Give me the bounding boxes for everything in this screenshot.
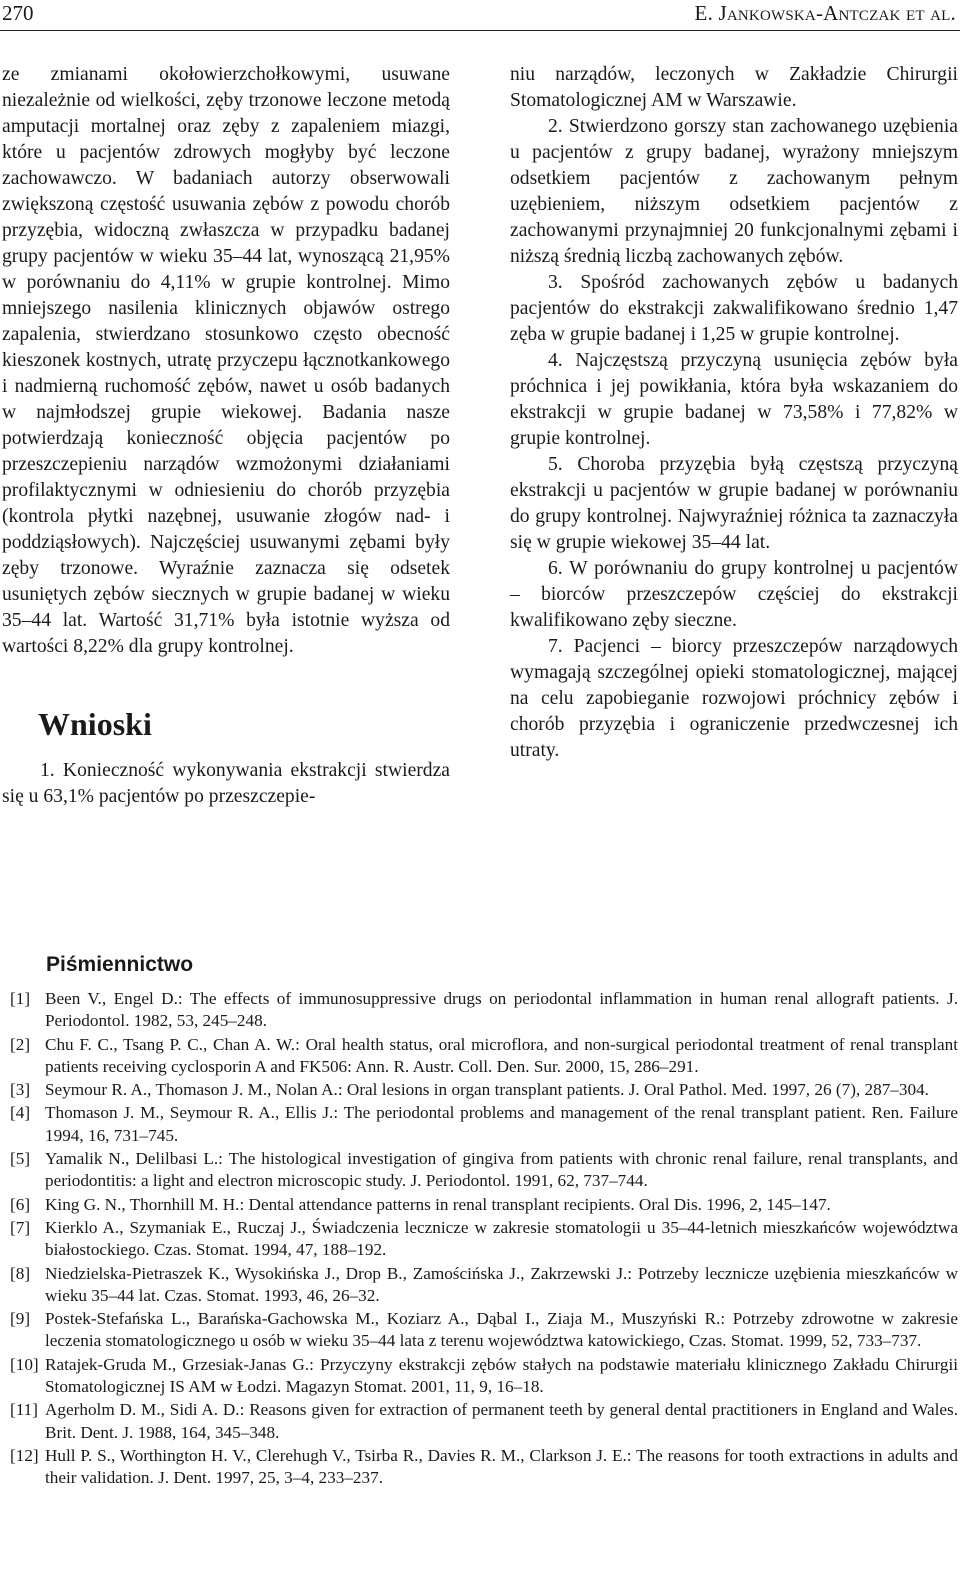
- reference-text: Postek-Stefańska L., Barańska-Gachowska M., Koziarz A., Dąbal I., Ziaja M., Muszyński R.: Potrzeby zdrowotne w zakresie leczenia stomatologicznego u osób w wieku 35–44 lata z terenu województwa katowickiego, Czas. Stomat. 1999, 52, 733–737.: [45, 1309, 958, 1351]
- reference-number: [1]: [10, 989, 31, 1008]
- reference-number: [12]: [10, 1445, 39, 1465]
- reference-text: Chu F. C., Tsang P. C., Chan A. W.: Oral health status, oral microflora, and non-surgical periodontal treatment of renal transplant patients receiving cyclosporin A and FK506: Ann. R. Austr. Coll. Den. Sur. 2000, 15, 286–291.: [45, 1034, 958, 1076]
- references-title: Piśmiennictwo: [46, 953, 194, 976]
- left-column: [2, 62, 450, 810]
- section-heading-conclusions: Wnioski: [38, 706, 152, 742]
- conclusion-1-start: 1. Konieczność wykonywania ekstrakcji stwierdza się u 63,1% pacjentów po przeszczepie-: [2, 760, 450, 807]
- reference-item: [2, 1148, 958, 1193]
- reference-number: [9]: [10, 1309, 31, 1329]
- reference-number: [8]: [10, 1263, 31, 1283]
- reference-item: [2, 1217, 958, 1262]
- reference-text: Hull P. S., Worthington H. V., Clerehugh V., Tsirba R., Davies R. M., Clarkson J. E.: The reasons for tooth extractions in adults and their validation. J. Dent. 1997, 25, 3–4, 233–237.: [45, 1445, 958, 1488]
- reference-number: [7]: [10, 1217, 31, 1237]
- right-column: [510, 62, 958, 764]
- conclusion-4: 4. Najczęstszą przyczyną usunięcia zębów była próchnica i jej powikłania, która była wskazaniem do ekstrakcji w grupie badanej w 73,58% i 77,82% w grupie kontrolnej.: [510, 350, 958, 449]
- reference-item: [2, 1354, 958, 1399]
- reference-item: [2, 1034, 958, 1079]
- reference-list: [2, 988, 958, 1490]
- reference-number: [6]: [10, 1194, 31, 1214]
- conclusion-6: 6. W porównaniu do grupy kontrolnej u pacjentów – biorców przeszczepów częściej do ekstrakcji kwalifikowano zęby sieczne.: [510, 558, 958, 631]
- conclusion-7: 7. Pacjenci – biorcy przeszczepów narządowych wymagają szczególnej opieki stomatologicznej, mającej na celu zapobieganie rozwojowi próchnicy zębów i chorób przyzębia i ograniczenie przedwczesnej ich utraty.: [510, 636, 958, 761]
- page-header: [0, 0, 960, 30]
- reference-item: [2, 1263, 958, 1308]
- reference-text: Yamalik N., Delilbasi L.: The histological investigation of gingiva from patients with chronic renal failure, renal transplants, and periodontitis: a light and electron microscopic study. J. Periodontol. 1991, 62, 737–744.: [45, 1149, 958, 1191]
- conclusion-1-end: niu narządów, leczonych w Zakładzie Chirurgii Stomatologicznej AM w Warszawie.: [510, 64, 958, 111]
- reference-item: [2, 1308, 958, 1353]
- reference-item: [2, 1399, 958, 1444]
- reference-item: [2, 1194, 958, 1216]
- reference-number: [10]: [10, 1354, 39, 1374]
- header-rule: [0, 30, 960, 31]
- reference-text: Been V., Engel D.: The effects of immunosuppressive drugs on periodontal inflammation in human renal allograft patients. J. Periodontol. 1982, 53, 245–248.: [45, 989, 958, 1031]
- discussion-paragraph: ze zmianami okołowierzchołkowymi, usuwane niezależnie od wielkości, zęby trzonowe leczone metodą amputacji mortalnej oraz zęby z zapaleniem miazgi, które u pacjentów zdrowych mogłyby być leczone zachowawczo. W badaniach autorzy obserwowali zwiększoną częstość usuwania zębów z powodu chorób przyzębia, widoczną zwłaszcza w przypadku badanej grupy pacjentów w wieku 35–44 lat, wynoszącą 21,95% w porównaniu do 4,11% w grupie kontrolnej. Mimo mniejszego nasilenia klinicznych objawów ostrego zapalenia, stwierdzano stosunkowo często obecność kieszonek kostnych, utratę przyczepu łącznotkankowego i nadmierną ruchomość zębów, nawet u osób badanych w najmłodszej grupie wiekowej. Badania nasze potwierdzają konieczność objęcia pacjentów po przeszczepieniu narządów wzmożonymi działaniami profilaktycznymi w odniesieniu do chorób przyzębia (kontrola płytki nazębnej, usuwanie złogów nad- i poddziąsłowych). Najczęściej usuwanymi zębami były zęby trzonowe. Wyraźnie zaznacza się odsetek usuniętych zębów siecznych w grupie badanej w wieku 35–44 lat. Wartość 31,71% była istotnie wyższa od wartości 8,22% dla grupy kontrolnej.: [2, 64, 450, 657]
- reference-text: Niedzielska-Pietraszek K., Wysokińska J., Drop B., Zamościńska J., Zakrzewski J.: Potrzeby lecznicze uzębienia mieszkańców w wieku 35–44 lat. Czas. Stomat. 1993, 46, 26–32.: [45, 1263, 958, 1305]
- reference-text: Seymour R. A., Thomason J. M., Nolan A.: Oral lesions in organ transplant patients. J. Oral Pathol. Med. 1997, 26 (7), 287–304.: [45, 1080, 929, 1100]
- references-section: [2, 950, 958, 1491]
- reference-number: [5]: [10, 1149, 31, 1169]
- reference-item: [2, 1079, 958, 1101]
- reference-text: King G. N., Thornhill M. H.: Dental attendance patterns in renal transplant recipients. Oral Dis. 1996, 2, 145–147.: [45, 1194, 831, 1214]
- reference-text: Kierklo A., Szymaniak E., Ruczaj J., Świadczenia lecznicze w zakresie stomatologii u 35–44-letnich mieszkańców województwa białostockiego. Czas. Stomat. 1994, 47, 188–192.: [45, 1217, 958, 1260]
- reference-number: [4]: [10, 1103, 31, 1123]
- running-head: E. Jankowska-Antczak et al.: [694, 1, 956, 25]
- reference-item: [2, 988, 958, 1033]
- reference-text: Thomason J. M., Seymour R. A., Ellis J.: The periodontal problems and management of the renal transplant patient. Ren. Failure 1994, 16, 731–745.: [45, 1103, 958, 1145]
- reference-number: [11]: [10, 1400, 38, 1420]
- conclusion-5: 5. Choroba przyzębia byłą częstszą przyczyną ekstrakcji u pacjentów w grupie badanej w porównaniu do grupy kontrolnej. Najwyraźniej różnica ta zaznaczyła się w grupie wiekowej 35–44 lat.: [510, 454, 958, 553]
- reference-text: Agerholm D. M., Sidi A. D.: Reasons given for extraction of permanent teeth by general dental practitioners in England and Wales. Brit. Dent. J. 1988, 164, 345–348.: [45, 1400, 958, 1442]
- reference-item: [2, 1102, 958, 1147]
- reference-number: [3]: [10, 1080, 31, 1100]
- reference-number: [2]: [10, 1034, 31, 1054]
- reference-item: [2, 1445, 958, 1490]
- page-number: 270: [2, 1, 34, 25]
- conclusion-2: 2. Stwierdzono gorszy stan zachowanego uzębienia u pacjentów z grupy badanej, wyrażony mniejszym odsetkiem pacjentów z zachowanym pełnym uzębieniem, niższym odsetkiem pacjentów z zachowanymi przynajmniej 20 funkcjonalnymi zębami i niższą średnią liczbą zachowanych zębów.: [510, 116, 958, 267]
- conclusion-3: 3. Spośród zachowanych zębów u badanych pacjentów do ekstrakcji zakwalifikowano średnio 1,47 zęba w grupie badanej i 1,25 w grupie kontrolnej.: [510, 272, 958, 345]
- reference-text: Ratajek-Gruda M., Grzesiak-Janas G.: Przyczyny ekstrakcji zębów stałych na podstawie materiału klinicznego Zakładu Chirurgii Stomatologicznej IS AM w Łodzi. Magazyn Stomat. 2001, 11, 9, 16–18.: [45, 1354, 958, 1397]
